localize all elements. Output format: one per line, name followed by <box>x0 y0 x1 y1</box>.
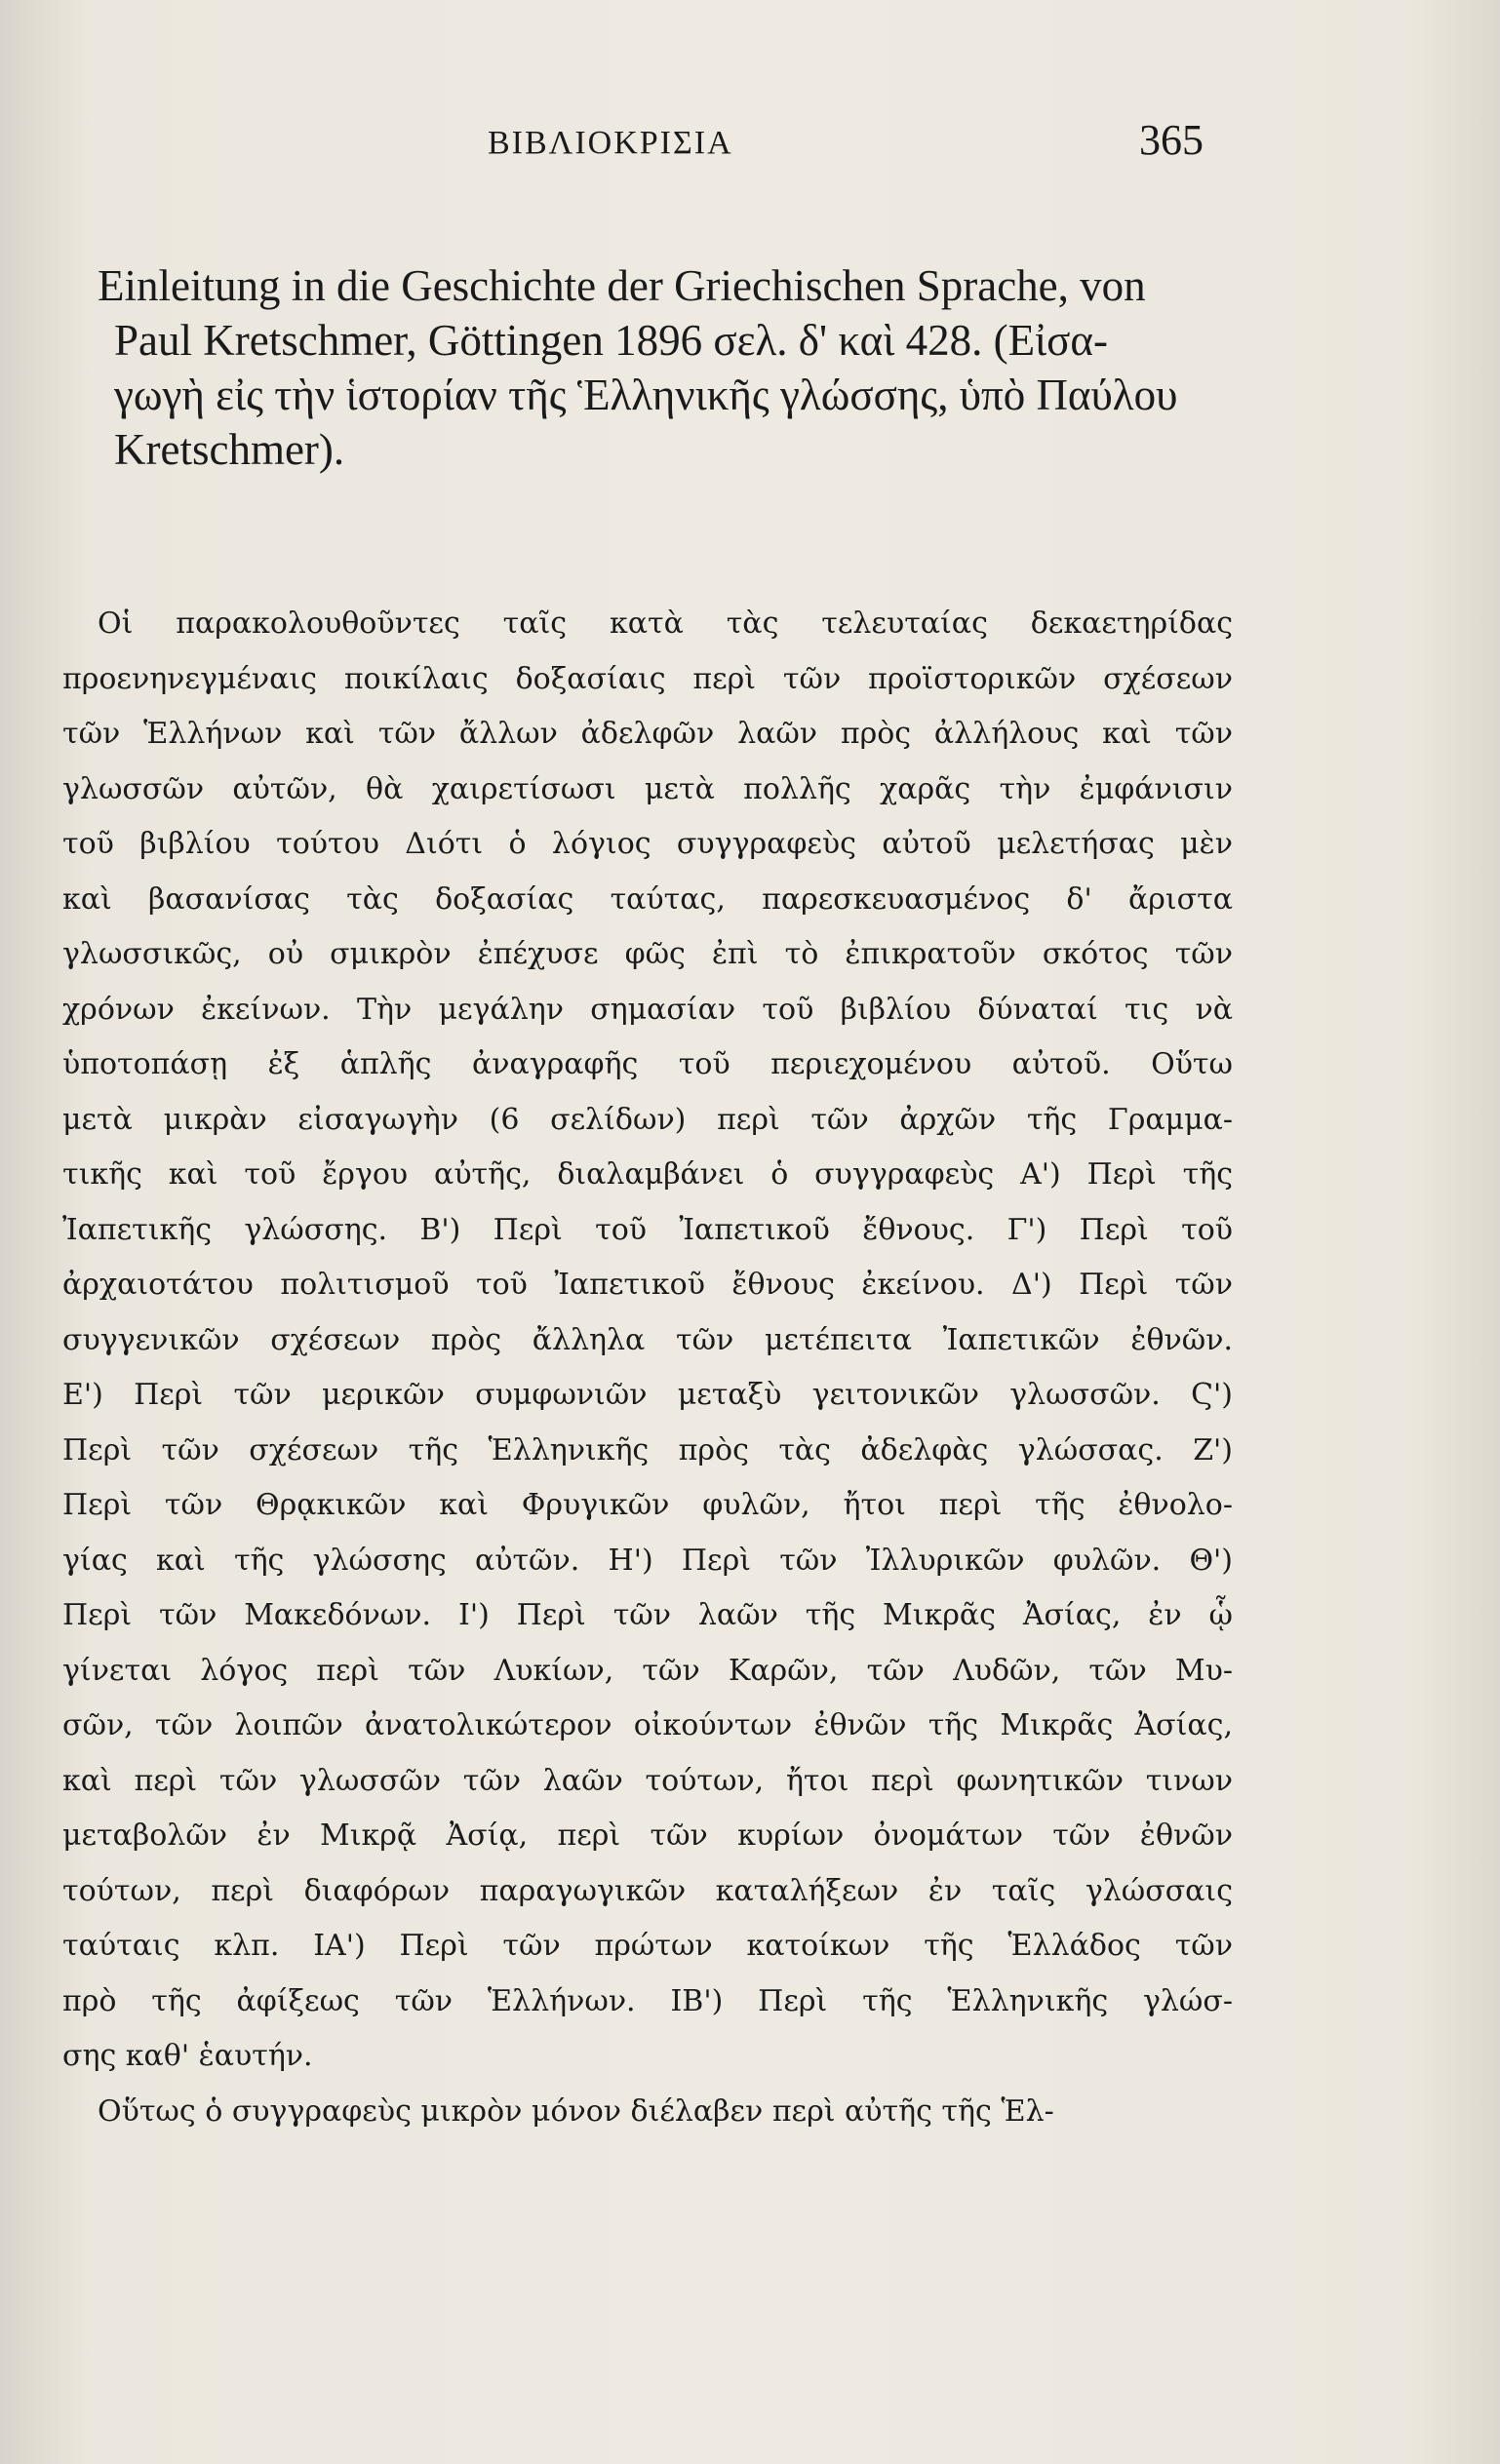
body-line: μετὰ μικρὰν εἰσαγωγὴν (6 σελίδων) περὶ τῶν ἀρχῶν τῆς Γραμμα- <box>62 1102 1233 1137</box>
body-line: Περὶ τῶν Μακεδόνων. Ι') Περὶ τῶν λαῶν τῆς Μικρᾶς Ἀσίας, ἐν ᾧ <box>62 1598 1233 1632</box>
body-line: γίας καὶ τῆς γλώσσης αὐτῶν. Η') Περὶ τῶν Ἰλλυρικῶν φυλῶν. Θ') <box>62 1543 1233 1578</box>
body-line: γίνεται λόγος περὶ τῶν Λυκίων, τῶν Καρῶν, τῶν Λυδῶν, τῶν Μυ- <box>62 1653 1233 1688</box>
body-line: Περὶ τῶν Θρᾳκικῶν καὶ Φρυγικῶν φυλῶν, ἤτοι περὶ τῆς ἐθνολο- <box>62 1488 1233 1522</box>
body-line: τικῆς καὶ τοῦ ἔργου αὐτῆς, διαλαμβάνει ὁ συγγραφεὺς Α') Περὶ τῆς <box>62 1157 1233 1192</box>
body-line: Ε') Περὶ τῶν μερικῶν συμφωνιῶν μεταξὺ γειτονικῶν γλωσσῶν. Ϛ') <box>62 1378 1233 1412</box>
body-line: γλωσσῶν αὐτῶν, θὰ χαιρετίσωσι μετὰ πολλῆς χαρᾶς τὴν ἐμφάνισιν <box>62 771 1233 806</box>
entry-line: Einleitung in die Geschichte der Griechischen Sprache, von <box>98 261 1146 310</box>
body-line: μεταβολῶν ἐν Μικρᾷ Ἀσίᾳ, περὶ τῶν κυρίων ὀνομάτων τῶν ἐθνῶν <box>62 1819 1233 1853</box>
body-line: τοῦ βιβλίου τούτου Διότι ὁ λόγιος συγγραφεὺς αὐτοῦ μελετήσας μὲν <box>62 827 1233 861</box>
body-line: τῶν Ἑλλήνων καὶ τῶν ἄλλων ἀδελφῶν λαῶν πρὸς ἀλλήλους καὶ τῶν <box>62 717 1233 751</box>
body-line: ὑποτοπάσῃ ἐξ ἁπλῆς ἀναγραφῆς τοῦ περιεχομένου αὐτοῦ. Οὕτω <box>62 1047 1233 1081</box>
body-line: ἀρχαιοτάτου πολιτισμοῦ τοῦ Ἰαπετικοῦ ἔθνους ἐκείνου. Δ') Περὶ τῶν <box>62 1268 1233 1302</box>
body-line: καὶ περὶ τῶν γλωσσῶν τῶν λαῶν τούτων, ἤτοι περὶ φωνητικῶν τινων <box>62 1763 1233 1798</box>
body-line: καὶ βασανίσας τὰς δοξασίας ταύτας, παρεσκευασμένος δ' ἄριστα <box>62 881 1233 917</box>
body-line: Ἰαπετικῆς γλώσσης. Β') Περὶ τοῦ Ἰαπετικοῦ ἔθνους. Γ') Περὶ τοῦ <box>62 1212 1233 1247</box>
body-line: τούτων, περὶ διαφόρων παραγωγικῶν καταλήξεων ἐν ταῖς γλώσσαις <box>62 1873 1233 1908</box>
body-line: ταύταις κλπ. ΙΑ') Περὶ τῶν πρώτων κατοίκων τῆς Ἑλλάδος τῶν <box>62 1929 1233 1963</box>
body-line: γλωσσικῶς, οὐ σμικρὸν ἐπέχυσε φῶς ἐπὶ τὸ ἐπικρατοῦν σκότος τῶν <box>62 937 1233 971</box>
running-title: ΒΙΒΛΙΟΚΡΙΣΙΑ <box>488 125 733 161</box>
review-body <box>62 597 1233 2139</box>
body-line: Περὶ τῶν σχέσεων τῆς Ἑλληνικῆς πρὸς τὰς ἀδελφὰς γλώσσας. Ζ') <box>62 1432 1233 1467</box>
body-line: πρὸ τῆς ἀφίξεως τῶν Ἑλλήνων. ΙΒ') Περὶ τῆς Ἑλληνικῆς γλώσ- <box>62 1983 1233 2018</box>
body-line: σῶν, τῶν λοιπῶν ἀνατολικώτερον οἰκούντων ἐθνῶν τῆς Μικρᾶς Ἀσίας, <box>62 1708 1233 1742</box>
body-line: προενηνεγμέναις ποικίλαις δοξασίαις περὶ τῶν προϊστορικῶν σχέσεων <box>62 661 1233 696</box>
entry-line: Kretschmer). <box>114 425 345 474</box>
body-line: συγγενικῶν σχέσεων πρὸς ἄλληλα τῶν μετέπειτα Ἰαπετικῶν ἐθνῶν. <box>62 1322 1233 1357</box>
body-line: Οὕτως ὁ συγγραφεὺς μικρὸν μόνον διέλαβεν περὶ αὐτῆς τῆς Ἑλ- <box>98 2093 1054 2129</box>
body-line: Οἱ παρακολουθοῦντες ταῖς κατὰ τὰς τελευταίας δεκαετηρίδας <box>98 606 1233 641</box>
bibliographic-entry <box>98 258 1248 477</box>
entry-line: γωγὴ εἰς τὴν ἱστορίαν τῆς Ἑλληνικῆς γλώσσης, ὑπὸ Παύλου <box>114 371 1178 419</box>
body-line: σης καθ' ἑαυτήν. <box>62 2039 313 2073</box>
body-line: χρόνων ἐκείνων. Τὴν μεγάλην σημασίαν τοῦ βιβλίου δύναταί τις νὰ <box>62 992 1233 1027</box>
page-number: 365 <box>1139 116 1204 164</box>
entry-line: Paul Kretschmer, Göttingen 1896 σελ. δ' καὶ 428. (Εἰσα- <box>114 316 1108 365</box>
